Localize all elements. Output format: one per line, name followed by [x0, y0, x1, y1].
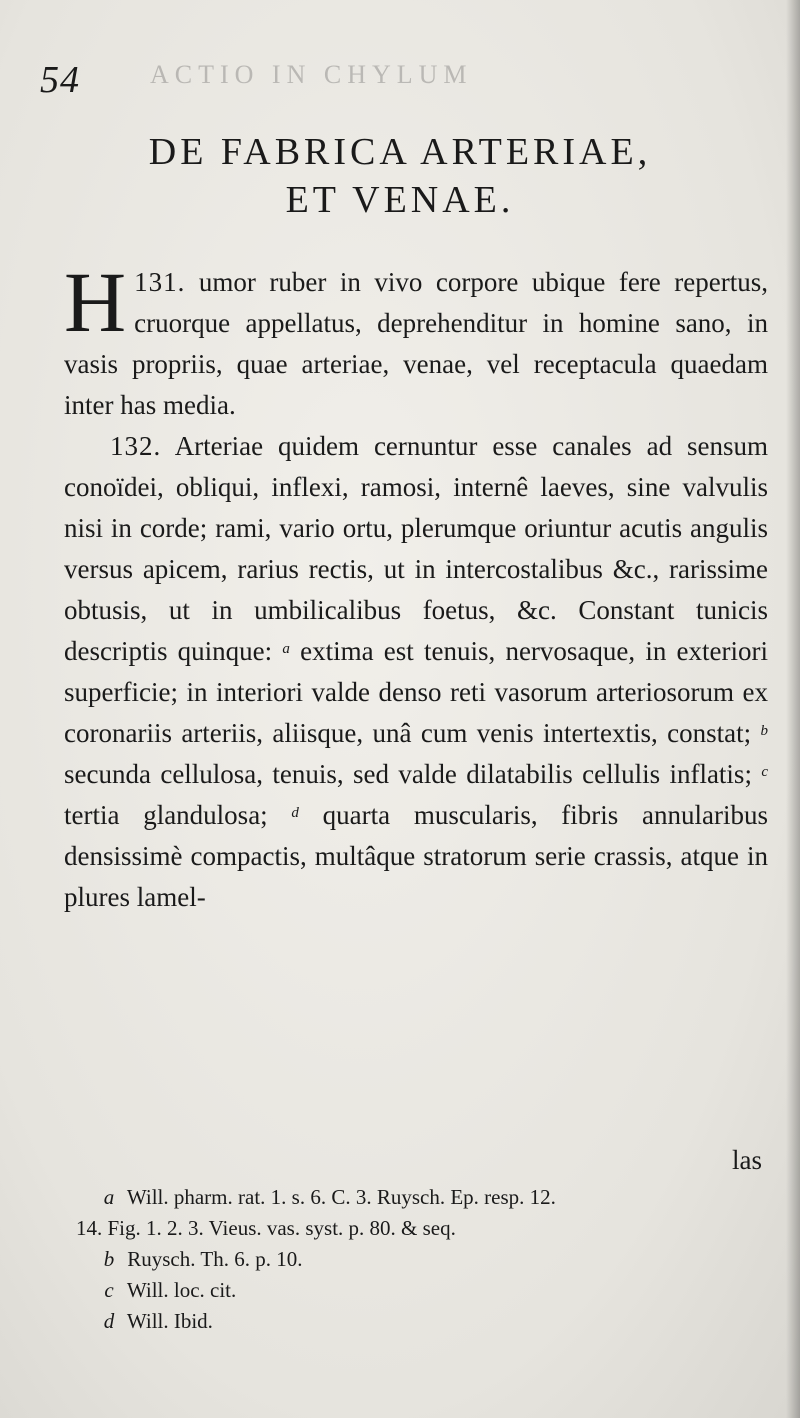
- footnote-text: Will. loc. cit.: [126, 1278, 237, 1302]
- heading-line-1: DE FABRICA ARTERIAE,: [148, 131, 652, 173]
- paragraph-text: umor ruber in vivo corpore ubique fere repertus, cruorque appellatus, deprehenditur in homine sano, in vasis propriis, quae arteriae, venae, vel receptacula quaedam inter has media.: [64, 267, 768, 420]
- footnote-mark: a: [103, 1185, 115, 1209]
- paragraph-number: 132.: [110, 431, 162, 461]
- page-number: 54: [40, 59, 80, 101]
- paragraph-number: 131.: [134, 267, 186, 297]
- footnote-ref-a: a: [282, 641, 290, 657]
- paragraph-text: extima est tenuis, nervosaque, in exteriori superficie; in interiori valde denso reti vasorum arteriosorum ex coronariis arteriis, aliisque, unâ cum venis intertextis, constat;: [64, 636, 769, 748]
- footnote-ref-d: d: [291, 805, 299, 821]
- paragraph-text: Arteriae quidem cernuntur esse canales ad sensum conoïdei, obliqui, inflexi, ramosi, internê laeves, sine valvulis nisi in corde; rami, vario ortu, plerumque oriuntur acutis angulis versus apicem, rarius rectis, ut in intercostalibus &c., rarissime obtusis, ut in umbilicalibus foetus, &c. Constant tunicis descriptis quinque:: [64, 431, 768, 666]
- paragraph-131: [64, 254, 768, 426]
- paragraph-text: quarta muscularis, fibris annularibus densissimè compactis, multâque stratorum serie crassis, atque in plures lamel-: [64, 800, 769, 912]
- paragraph-132: [64, 426, 768, 918]
- footnote: [96, 1275, 776, 1306]
- bleed-through-header: ACTIO IN CHYLUM: [150, 60, 473, 89]
- footnote-ref-c: c: [761, 764, 768, 780]
- footnote-ref-b: b: [760, 723, 768, 739]
- paragraph-text: tertia glandulosa;: [64, 800, 268, 830]
- catchword: las: [732, 1145, 762, 1175]
- footnote: [96, 1306, 776, 1337]
- footnote-mark: d: [103, 1309, 115, 1333]
- footnote: [96, 1244, 776, 1275]
- footnote-mark: c: [104, 1278, 114, 1302]
- section-heading: [0, 128, 800, 224]
- footnote: [96, 1182, 776, 1213]
- footnote-text: Will. pharm. rat. 1. s. 6. C. 3. Ruysch. Ep. resp. 12.: [126, 1185, 556, 1209]
- heading-line-2: ET VENAE.: [285, 179, 515, 221]
- paragraph-text: secunda cellulosa, tenuis, sed valde dilatabilis cellulis inflatis;: [64, 759, 752, 789]
- body-text: [64, 254, 769, 918]
- footnote-text: Will. Ibid.: [126, 1309, 213, 1333]
- footnotes: [76, 1182, 776, 1337]
- drop-capital: H: [64, 254, 127, 350]
- footnote-text: 14. Fig. 1. 2. 3. Vieus. vas. syst. p. 80. & seq.: [76, 1216, 456, 1240]
- footnote-continuation: [76, 1213, 776, 1244]
- footnote-text: Ruysch. Th. 6. p. 10.: [127, 1247, 303, 1271]
- footnote-mark: b: [103, 1247, 115, 1271]
